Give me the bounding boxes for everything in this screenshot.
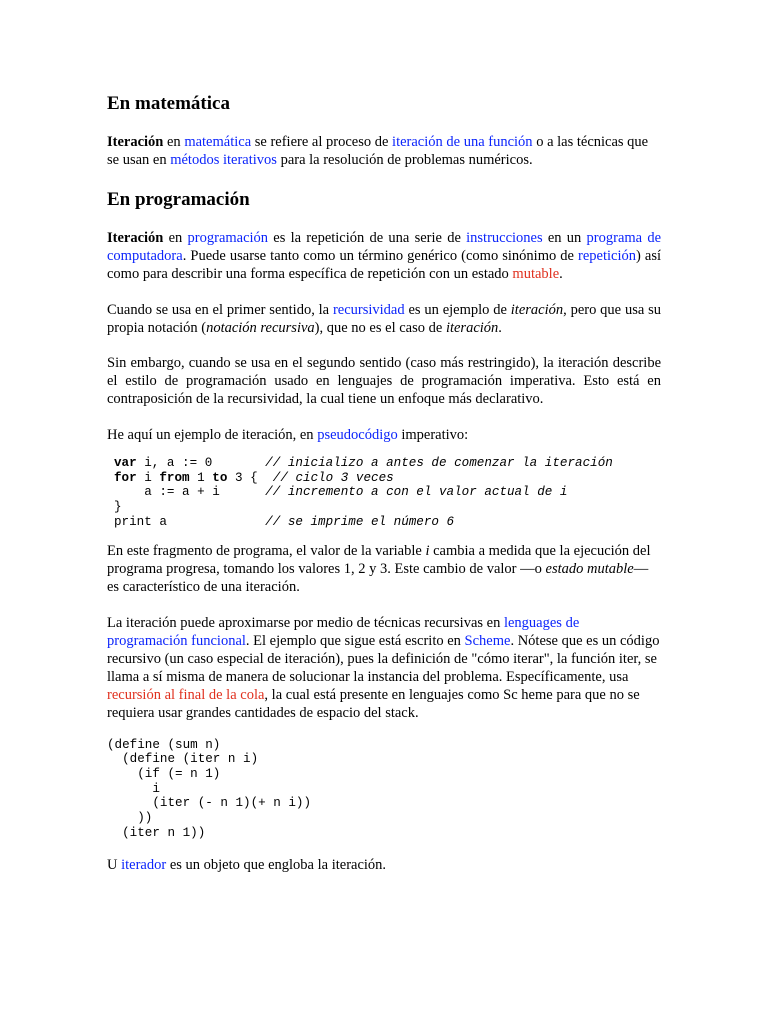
paragraph-recursiva-funcional (107, 614, 661, 722)
link-mutable[interactable]: mutable (512, 266, 560, 282)
text: en un (542, 230, 587, 246)
link-repeticion[interactable]: repetición (578, 248, 637, 264)
paragraph-fragmento (107, 542, 661, 596)
text: . Puede usarse tanto como un término genérico (como sinónimo de (182, 248, 579, 264)
link-lenguajes-programacion-funcional[interactable]: lenguages de programación funcional (107, 614, 580, 649)
code-block-scheme: (define (sum n) (define (iter n i) (if (= n 1) i (iter (- n 1)(+ n i)) )) (iter n 1)) (107, 737, 312, 840)
emphasis: notación recursiva (206, 320, 315, 336)
code-text: 1 (189, 470, 213, 485)
text: , pero que usa su propia notación ( (107, 302, 661, 336)
text: se refiere al proceso de (251, 134, 393, 150)
paragraph-programacion-intro (107, 229, 661, 283)
term-iteracion: Iteración (107, 134, 164, 150)
keyword: from (159, 470, 190, 485)
code-comment: // inicializo a antes de comenzar la iteración (265, 456, 613, 470)
text: En este fragmento de programa, el valor de la variable (107, 542, 426, 559)
emphasis: iteración (510, 302, 564, 318)
text: en (163, 134, 185, 150)
link-instrucciones[interactable]: instrucciones (466, 230, 543, 246)
link-recursion-final-cola[interactable]: recursión al final de la cola (107, 686, 265, 703)
paragraph-matematica (107, 133, 661, 169)
text: Cuando se usa en el primer sentido, la (107, 302, 333, 318)
code-comment: // incremento a con el valor actual de i (265, 485, 568, 500)
link-iteracion-de-una-funcion[interactable]: iteración de una función (392, 134, 533, 150)
code-text: i, a := 0 (136, 456, 266, 470)
keyword: var (114, 456, 137, 470)
link-matematica[interactable]: matemática (184, 134, 252, 150)
text: cambia a medida que la ejecución del programa progresa, tomando los valores 1, 2 y 3. Este cambio de valor —o (107, 542, 651, 577)
text: en (163, 230, 188, 246)
text: La iteración puede aproximarse por medio de técnicas recursivas en (107, 614, 504, 631)
code-block-pseudocode (114, 456, 661, 530)
code-comment: // se imprime el número 6 (265, 514, 455, 529)
keyword: to (212, 470, 228, 485)
text: o a las técnicas que se usan en (107, 134, 649, 168)
heading-en-programacion: En programación (107, 189, 250, 210)
emphasis: iteración (445, 320, 499, 336)
emphasis: i (425, 542, 430, 559)
paragraph-iterador (107, 856, 661, 874)
link-programacion[interactable]: programación (187, 230, 269, 246)
link-iterador[interactable]: iterador (121, 857, 167, 874)
text: , la cual está presente en lenguajes como Sc heme para que no se requiera usar grandes cantidades de espacio del stack. (107, 686, 640, 721)
link-metodos-iterativos[interactable]: métodos iterativos (170, 152, 277, 168)
text: es un objeto que engloba la iteración. (166, 857, 387, 874)
paragraph-recursividad (107, 301, 661, 337)
text: . Nótese que es un código recursivo (un caso especial de iteración), pues la definición de "cómo iterar", la función iter, se llama a sí misma de manera de solucionar la instancia del problema. Específicamente, usa (107, 632, 660, 685)
code-text: a := a + i (114, 485, 266, 500)
paragraph-ejemplo-pseudocodigo (107, 426, 661, 444)
text: U (107, 857, 122, 874)
text: ), que no es el caso de (314, 320, 446, 336)
text: es un ejemplo de (404, 302, 511, 318)
text: imperativo: (397, 427, 469, 443)
code-text: 3 { (227, 470, 273, 485)
code-text: i (136, 470, 160, 485)
term-iteracion: Iteración (107, 230, 164, 246)
link-programa-de-computadora[interactable]: programa de computadora (107, 230, 662, 264)
link-pseudocodigo[interactable]: pseudocódigo (317, 427, 398, 443)
text: . El ejemplo que sigue está escrito en (245, 632, 465, 649)
text: . (498, 320, 502, 336)
keyword: for (114, 470, 137, 485)
code-text: } (114, 500, 122, 515)
article (107, 92, 661, 874)
text: para la resolución de problemas numéricos. (276, 152, 533, 168)
text: He aquí un ejemplo de iteración, en (107, 427, 318, 443)
code-comment: // ciclo 3 veces (272, 470, 394, 485)
paragraph-sin-embargo: Sin embargo, cuando se usa en el segundo sentido (caso más restringido), la iteración describe el estilo de programación usado en lenguajes de programación imperativa. Esto está en contraposición de la recursividad, la cual tiene un enfoque más declarativo. (107, 355, 661, 407)
text: es la repetición de una serie de (268, 230, 467, 246)
link-recursividad[interactable]: recursividad (332, 302, 405, 318)
text: . (559, 266, 563, 282)
text: — es característico de una iteración. (107, 560, 649, 595)
code-text: print a (114, 514, 266, 529)
text: ) así como para describir una forma específica de repetición con un estado (107, 248, 662, 282)
emphasis: estado mutable (545, 560, 634, 577)
link-scheme[interactable]: Scheme (464, 632, 511, 649)
heading-en-matematica: En matemática (107, 93, 230, 114)
